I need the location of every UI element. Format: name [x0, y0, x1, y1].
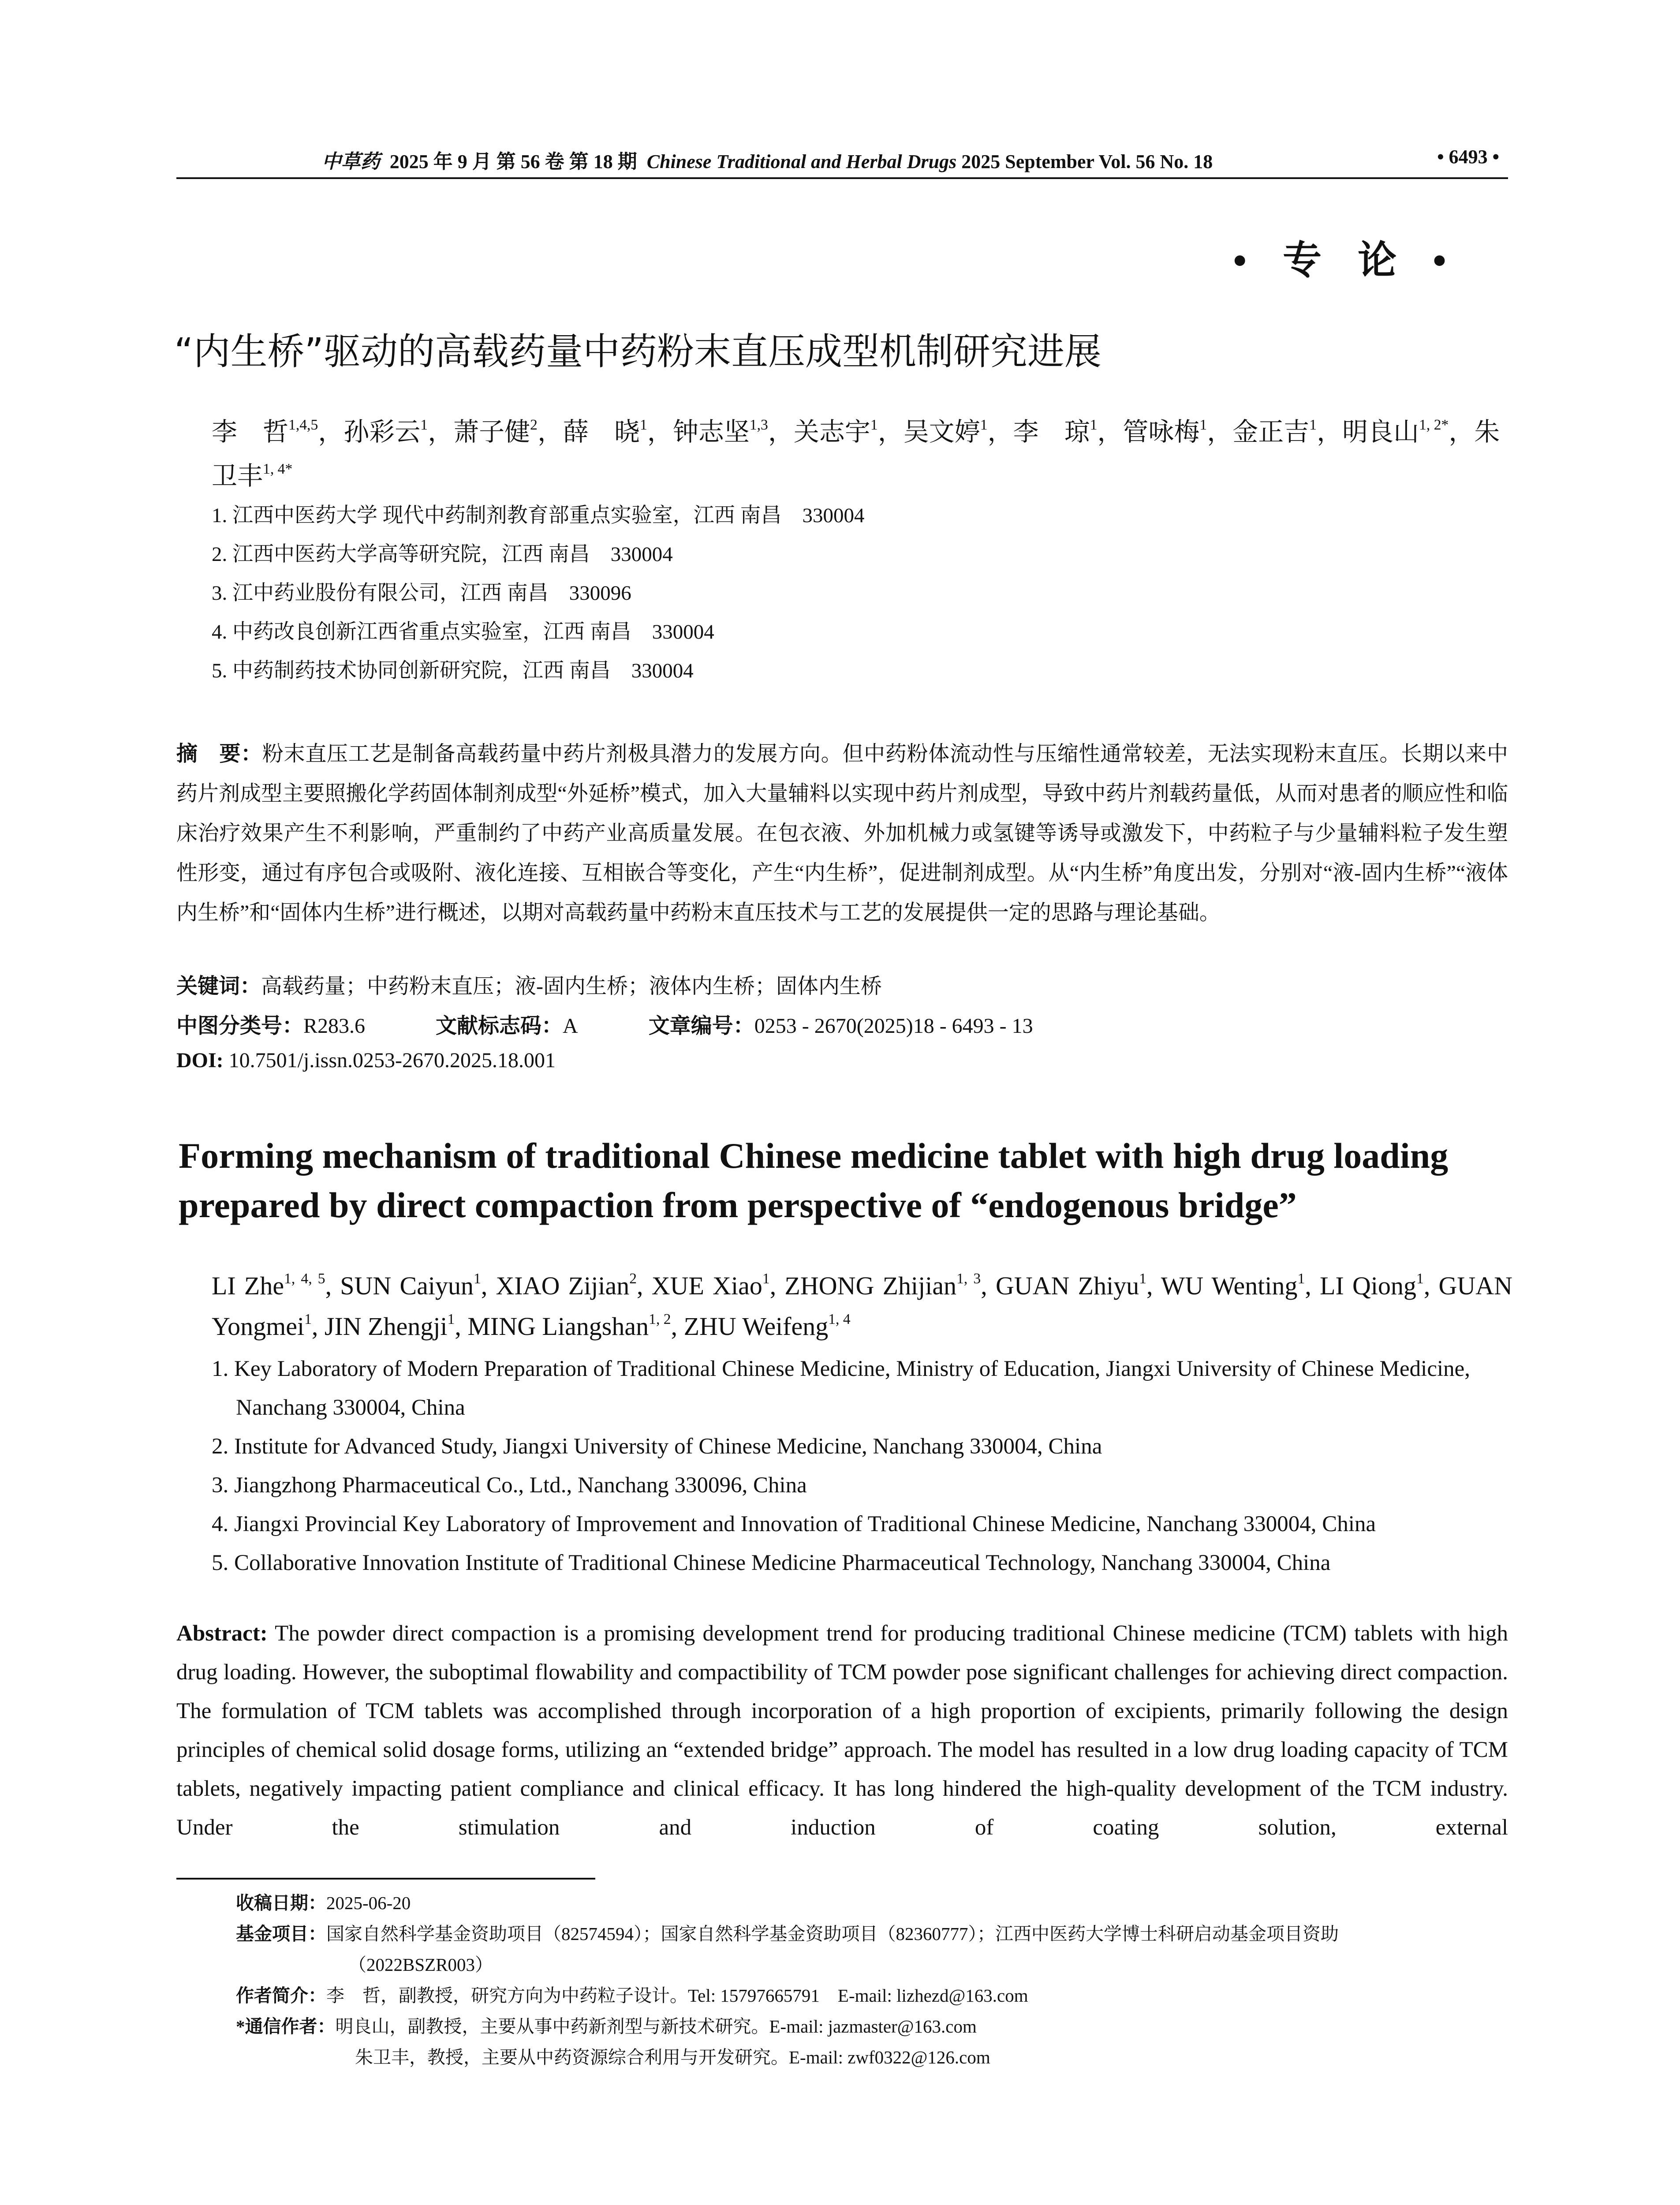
affiliation-item: 2. Institute for Advanced Study, Jiangxi University of Chinese Medicine, Nanchang 330004, China	[212, 1434, 1102, 1459]
author-separator: ,	[1305, 1271, 1320, 1300]
abstract-en	[176, 1614, 1508, 1847]
author-entry	[467, 1312, 683, 1341]
affiliation-item: 4. Jiangxi Provincial Key Laboratory of Improvement and Innovation of Traditional Chinese Medicine, Nanchang 330004, China	[212, 1512, 1376, 1536]
author-separator: ,	[1423, 1271, 1439, 1300]
affiliation-item: 5. Collaborative Innovation Institute of Traditional Chinese Medicine Pharmaceutical Technology, Nanchang 330004, China	[212, 1551, 1331, 1575]
corresponding-label: *通信作者：	[236, 2016, 336, 2037]
author-entry	[453, 418, 563, 446]
author-separator: ，	[537, 418, 563, 446]
author-separator: ，	[1097, 418, 1123, 446]
author-affiliation-marker: 1	[639, 416, 647, 433]
author-separator: ,	[981, 1271, 996, 1300]
author-name: LI Qiong	[1320, 1271, 1416, 1300]
author-affiliation-marker: 2	[530, 416, 538, 433]
author-name: WU Wenting	[1161, 1271, 1298, 1300]
author-name: ZHONG Zhijian	[784, 1271, 957, 1300]
header-journal-line	[176, 146, 1358, 174]
author-separator: ，	[428, 418, 454, 446]
author-affiliation-marker: 1	[304, 1311, 312, 1327]
abstract-zh-text: 粉末直压工艺是制备高载药量中药片剂极具潜力的发展方向。但中药粉体流动性与压缩性通常较差，无法实现粉末直压。长期以来中药片剂成型主要照搬化学药固体制剂成型“外延桥”模式，加入大量辅料以实现中药片剂成型，导致中药片剂载药量低，从而对患者的顺应性和临床治疗效果产生不利影响，严重制约了中药产业高质量发展。在包衣液、外加机械力或氢键等诱导或激发下，中药粒子与少量辅料粒子发生塑性形变，通过有序包合或吸附、液化连接、互相嵌合等变化，产生“内生桥”，促进制剂成型。从“内生桥”角度出发，分别对“液-固内生桥”“液体内生桥”和“固体内生桥”进行概述，以期对高载药量中药粉末直压技术与工艺的发展提供一定的思路与理论基础。	[176, 742, 1508, 924]
author-name: GUAN Zhiyu	[995, 1271, 1139, 1300]
author-entry	[1232, 418, 1342, 446]
author-entry	[212, 1271, 340, 1300]
received-value: 2025-06-20	[326, 1893, 411, 1913]
author-name: 管咏梅	[1123, 418, 1200, 446]
author-entry	[1320, 1271, 1438, 1300]
corresponding-value-2: 朱卫丰，教授，主要从中药资源综合利用与开发研究。E-mail: zwf0322@126.com	[355, 2047, 990, 2067]
footnote-funding	[236, 1918, 1506, 1949]
author-separator: ，	[1449, 418, 1475, 446]
footnote-rule	[176, 1878, 595, 1880]
author-entry	[496, 1271, 652, 1300]
author-separator: ，	[318, 418, 344, 446]
author-affiliation-marker: 1	[980, 416, 988, 433]
author-affiliation-marker: 1	[420, 416, 428, 433]
keywords-zh-text: 高载药量；中药粉末直压；液-固内生桥；液体内生桥；固体内生桥	[261, 975, 882, 998]
author-separator: ，	[1207, 418, 1233, 446]
received-label: 收稿日期：	[236, 1893, 326, 1913]
author-separator: ,	[1146, 1271, 1161, 1300]
funding-continuation: （2022BSZR003）	[348, 1955, 493, 1975]
author-separator: ，	[877, 418, 903, 446]
author-name: 关志宇	[793, 418, 870, 446]
author-separator: ,	[455, 1312, 468, 1341]
keywords-zh	[176, 969, 1508, 999]
abstract-zh	[176, 734, 1508, 933]
author-name: 明良山	[1342, 418, 1419, 446]
doi-line	[176, 1048, 1508, 1073]
affiliation-item: 2. 江西中医药大学高等研究院，江西 南昌 330004	[212, 543, 673, 566]
author-affiliation-marker: 1	[870, 416, 878, 433]
author-affiliation-marker: 1, 3	[956, 1270, 981, 1287]
author-name: LI Zhe	[212, 1271, 284, 1300]
clc-label: 中图分类号：	[176, 1014, 304, 1038]
author-entry	[652, 1271, 785, 1300]
author-name: MING Liangshan	[467, 1312, 649, 1341]
author-name: GUAN Yongmei	[212, 1271, 1513, 1341]
author-separator: ，	[768, 418, 794, 446]
author-entry	[343, 418, 453, 446]
journal-name-en: Chinese Traditional and Herbal Drugs	[646, 151, 957, 172]
column-tag: • 专 论 •	[1233, 239, 1460, 282]
page-number: • 6493 •	[1437, 146, 1499, 168]
abstract-en-text: The powder direct compaction is a promising development trend for producing traditional Chinese medicine (TCM) tablets with high drug loading. However, the suboptimal flowability and compactibility of TCM powder pose significant challenges for achieving direct compaction. The formulation of TCM tablets was accomplished through incorporation of a high proportion of excipients, primarily following the design principles of chemical solid dosage forms, utilizing an “extended bridge” approach. The model has resulted in a low drug loading capacity of TCM tablets, negatively impacting patient compliance and clinical efficacy. It has long hindered the high-quality development of the TCM industry. Under the stimulation and induction of coating solution, external	[176, 1621, 1508, 1840]
author-entry	[1013, 418, 1123, 446]
affiliation-item: 5. 中药制药技术协同创新研究院，江西 南昌 330004	[212, 659, 694, 682]
author-entry	[1161, 1271, 1320, 1300]
article-title-en: Forming mechanism of traditional Chinese medicine tablet with high drug loading prepared by direct compaction from perspective of “endogenous bridge”	[179, 1136, 1449, 1225]
affiliation-item: 3. 江中药业股份有限公司，江西 南昌 330096	[212, 582, 631, 605]
author-name: 李 琼	[1013, 418, 1090, 446]
affiliation-list-en	[212, 1349, 1512, 1582]
author-entry	[1342, 418, 1474, 446]
author-name: 萧子健	[453, 418, 530, 446]
author-name: ZHU Weifeng	[683, 1312, 829, 1341]
author-separator: ,	[637, 1271, 652, 1300]
author-list-en	[212, 1266, 1512, 1347]
footnote-received	[236, 1887, 1506, 1918]
affiliation-item: 1. Key Laboratory of Modern Preparation of Traditional Chinese Medicine, Ministry of Education, Jiangxi University of Chinese Medicine, Nanchang 330004, China	[212, 1357, 1471, 1420]
author-affiliation-marker: 1	[1139, 1270, 1147, 1287]
author-affiliation-marker: 1	[762, 1270, 770, 1287]
author-affiliation-marker: 1, 4, 5	[284, 1270, 325, 1287]
author-separator: ,	[769, 1271, 785, 1300]
funding-label: 基金项目：	[236, 1924, 326, 1944]
keywords-zh-label: 关键词：	[176, 975, 261, 998]
footnotes	[236, 1887, 1506, 2073]
author-affiliation-marker: 1	[1416, 1270, 1424, 1287]
author-separator: ,	[481, 1271, 496, 1300]
author-affiliation-marker: 1, 4	[828, 1311, 851, 1327]
author-name: XIAO Zijian	[496, 1271, 630, 1300]
author-entry	[684, 1312, 851, 1341]
author-entry	[996, 1271, 1161, 1300]
author-entry	[673, 418, 794, 446]
author-entry	[1123, 418, 1232, 446]
author-entry	[794, 418, 903, 446]
author-affiliation-marker: 1	[1090, 416, 1098, 433]
article-number-value: 0253 - 2670(2025)18 - 6493 - 13	[754, 1014, 1033, 1038]
issue-info-zh: 2025 年 9 月 第 56 卷 第 18 期	[389, 151, 637, 172]
author-affiliation-marker: 1	[1309, 416, 1317, 433]
abstract-zh-label: 摘 要：	[176, 742, 262, 766]
author-affiliation-marker: 1	[474, 1270, 481, 1287]
article-title-zh: “内生桥”驱动的高载药量中药粉末直压成型机制研究进展	[174, 330, 1102, 373]
author-name: 钟志坚	[672, 418, 750, 446]
author-separator: ,	[311, 1312, 325, 1341]
abstract-en-label: Abstract:	[176, 1621, 268, 1646]
author-bio-value: 李 哲，副教授，研究方向为中药粒子设计。Tel: 15797665791 E-mail: lizhezd@163.com	[326, 1985, 1028, 2006]
affiliation-item: 3. Jiangzhong Pharmaceutical Co., Ltd., Nanchang 330096, China	[212, 1473, 807, 1498]
article-number-label: 文章编号：	[648, 1014, 754, 1038]
author-list-zh	[212, 410, 1517, 498]
author-entry	[340, 1271, 496, 1300]
author-entry	[903, 418, 1013, 446]
author-entry	[784, 1271, 996, 1300]
affiliation-list-zh	[212, 496, 1517, 690]
footnote-author-bio	[236, 1980, 1506, 2011]
author-name: 李 哲	[212, 418, 289, 446]
author-separator: ，	[647, 418, 673, 446]
affiliation-item: 4. 中药改良创新江西省重点实验室，江西 南昌 330004	[212, 620, 714, 643]
author-affiliation-marker: 1, 2*	[1419, 416, 1449, 433]
classification-line	[176, 1009, 1508, 1039]
author-entry	[325, 1312, 467, 1341]
author-name: 薛 晓	[563, 418, 640, 446]
author-entry	[212, 418, 343, 446]
author-name: 孙彩云	[343, 418, 421, 446]
issue-info-en: 2025 September Vol. 56 No. 18	[961, 151, 1213, 172]
doc-code-value: A	[563, 1014, 578, 1038]
author-affiliation-marker: 1,3	[749, 416, 768, 433]
author-affiliation-marker: 1	[447, 1311, 455, 1327]
funding-value: 国家自然科学基金资助项目（82574594）；国家自然科学基金资助项目（82360777）；江西中医药大学博士科研启动基金项目资助	[326, 1924, 1339, 1944]
journal-logo: 中草药	[321, 150, 380, 173]
running-header	[176, 146, 1508, 177]
doi-label: DOI:	[176, 1049, 224, 1072]
author-name: SUN Caiyun	[340, 1271, 474, 1300]
clc-value: R283.6	[303, 1014, 366, 1038]
author-name: XUE Xiao	[651, 1271, 762, 1300]
author-affiliation-marker: 1	[1199, 416, 1207, 433]
author-name: 金正吉	[1232, 418, 1310, 446]
doc-code-label: 文献标志码：	[436, 1014, 563, 1038]
author-affiliation-marker: 1, 2	[649, 1311, 671, 1327]
corresponding-value-1: 明良山，副教授，主要从事中药新剂型与新技术研究。E-mail: jazmaster@163.com	[335, 2016, 977, 2037]
author-entry	[563, 418, 673, 446]
author-affiliation-marker: 2	[629, 1270, 637, 1287]
author-separator: ,	[325, 1271, 340, 1300]
author-separator: ,	[671, 1312, 684, 1341]
author-affiliation-marker: 1	[1297, 1270, 1305, 1287]
author-affiliation-marker: 1,4,5	[288, 416, 318, 433]
doi-value[interactable]: 10.7501/j.issn.0253-2670.2025.18.001	[223, 1049, 556, 1072]
author-separator: ，	[987, 418, 1013, 446]
footnote-corresponding	[236, 2011, 1506, 2042]
header-rule	[176, 177, 1508, 179]
author-separator: ，	[1317, 418, 1343, 446]
author-name: 朱卫丰	[212, 418, 1500, 490]
author-name: JIN Zhengji	[324, 1312, 448, 1341]
author-bio-label: 作者简介：	[236, 1985, 326, 2006]
author-name: 吴文婷	[903, 418, 980, 446]
affiliation-item: 1. 江西中医药大学 现代中药制剂教育部重点实验室，江西 南昌 330004	[212, 504, 865, 527]
author-affiliation-marker: 1, 4*	[263, 460, 293, 477]
